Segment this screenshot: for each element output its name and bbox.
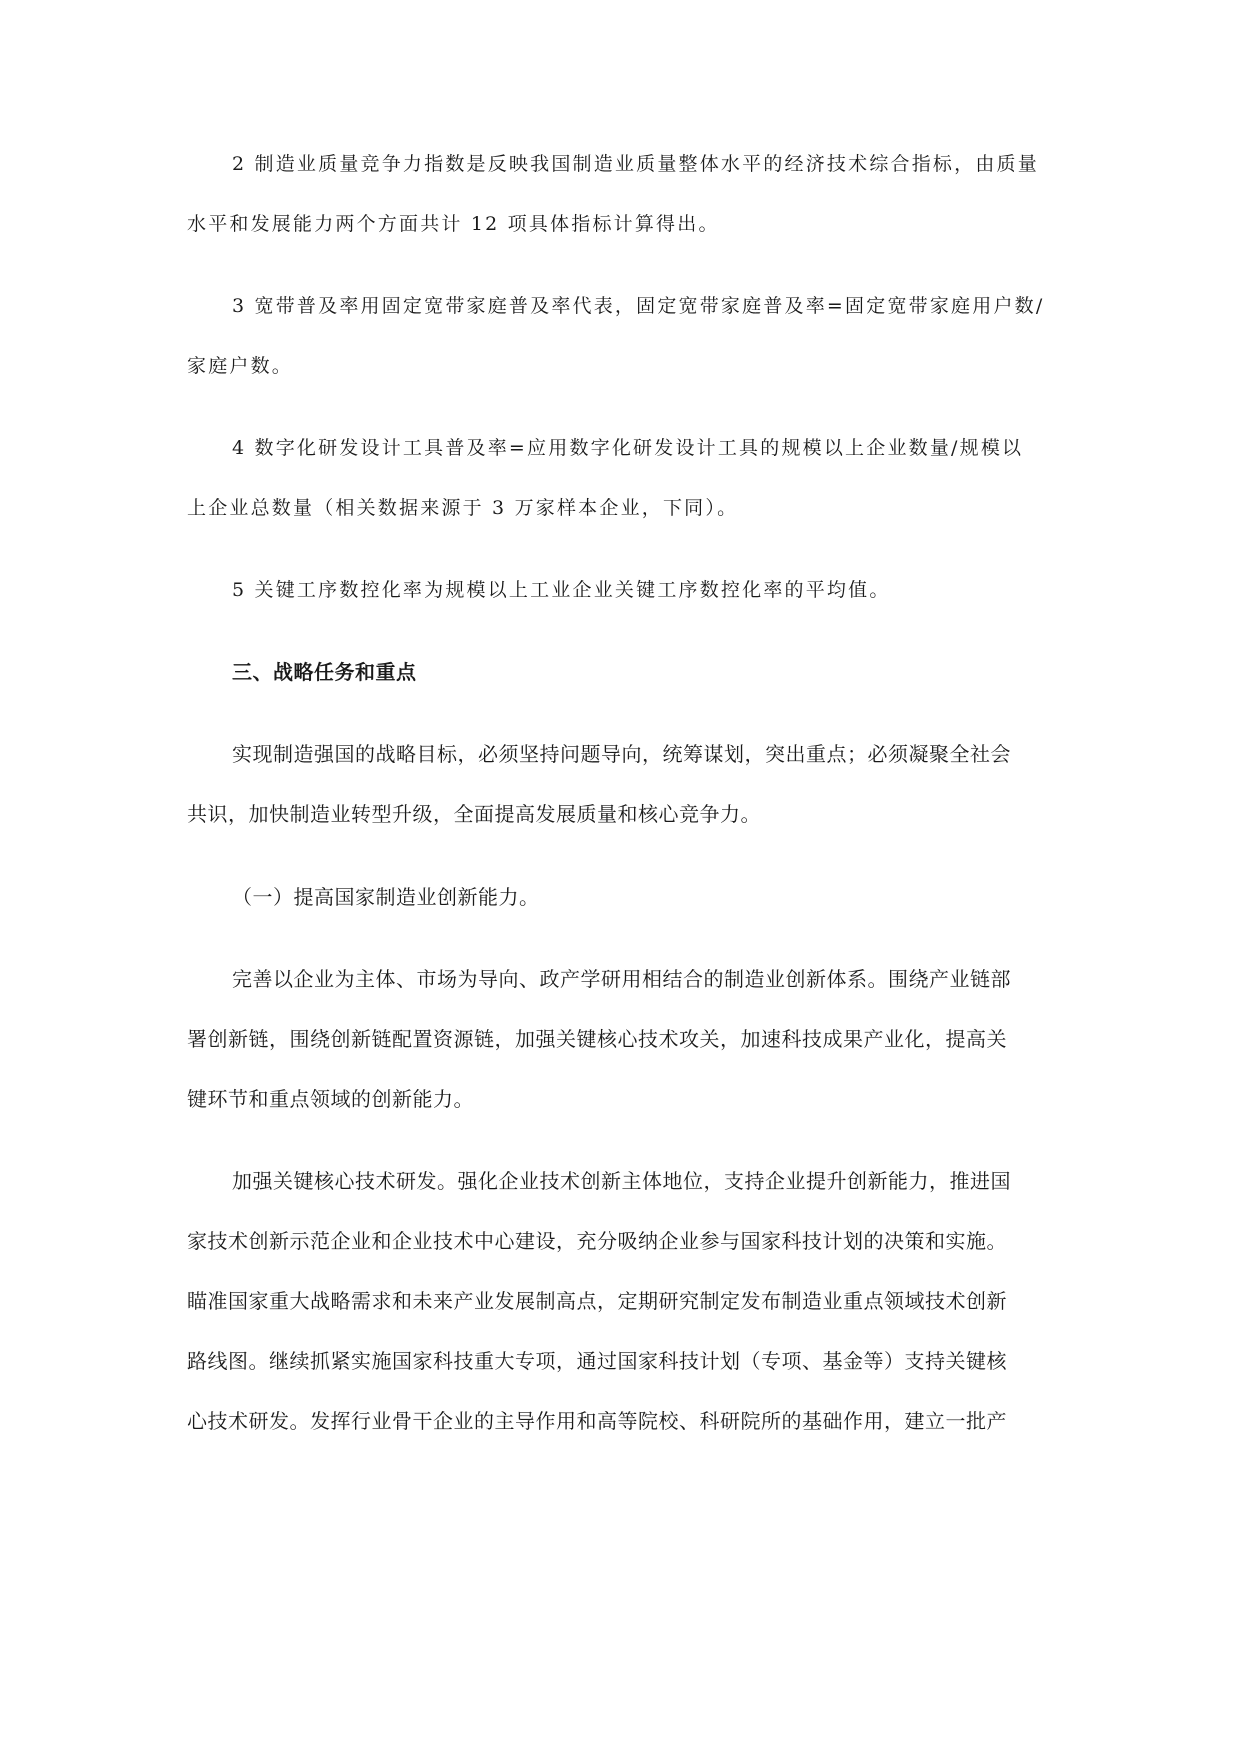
para1-line-2: 署创新链，围绕创新链配置资源链，加强关键核心技术攻关，加速科技成果产业化，提高关: [187, 1027, 1007, 1051]
intro-line-2: 共识，加快制造业转型升级，全面提高发展质量和核心竞争力。: [187, 802, 761, 826]
section-heading: 三、战略任务和重点: [232, 660, 417, 684]
note-5-line-1: 5 关键工序数控化率为规模以上工业企业关键工序数控化率的平均值。: [232, 579, 891, 601]
note-2-line-1: 2 制造业质量竞争力指数是反映我国制造业质量整体水平的经济技术综合指标，由质量: [232, 153, 1039, 175]
note-3-line-2: 家庭户数。: [187, 355, 294, 377]
para2-line-2: 家技术创新示范企业和企业技术中心建设，充分吸纳企业参与国家科技计划的决策和实施。: [187, 1229, 1007, 1253]
para2-line-1: 加强关键核心技术研发。强化企业技术创新主体地位，支持企业提升创新能力，推进国: [232, 1169, 1011, 1193]
para1-line-3: 键环节和重点领域的创新能力。: [187, 1087, 474, 1111]
para1-line-1: 完善以企业为主体、市场为导向、政产学研用相结合的制造业创新体系。围绕产业链部: [232, 967, 1011, 991]
para2-line-3: 瞄准国家重大战略需求和未来产业发展制高点，定期研究制定发布制造业重点领域技术创新: [187, 1289, 1007, 1313]
note-4-line-2: 上企业总数量（相关数据来源于 3 万家样本企业，下同）。: [187, 497, 739, 519]
note-2-line-2: 水平和发展能力两个方面共计 12 项具体指标计算得出。: [187, 213, 720, 235]
note-3-line-1: 3 宽带普及率用固定宽带家庭普及率代表，固定宽带家庭普及率=固定宽带家庭用户数/: [232, 295, 1045, 317]
note-4-line-1: 4 数字化研发设计工具普及率=应用数字化研发设计工具的规模以上企业数量/规模以: [232, 437, 1024, 459]
intro-line-1: 实现制造强国的战略目标，必须坚持问题导向，统筹谋划，突出重点；必须凝聚全社会: [232, 742, 1011, 766]
para2-line-4: 路线图。继续抓紧实施国家科技重大专项，通过国家科技计划（专项、基金等）支持关键核: [187, 1349, 1007, 1373]
para2-line-5: 心技术研发。发挥行业骨干企业的主导作用和高等院校、科研院所的基础作用，建立一批产: [187, 1409, 1007, 1433]
subheading: （一）提高国家制造业创新能力。: [232, 885, 540, 909]
